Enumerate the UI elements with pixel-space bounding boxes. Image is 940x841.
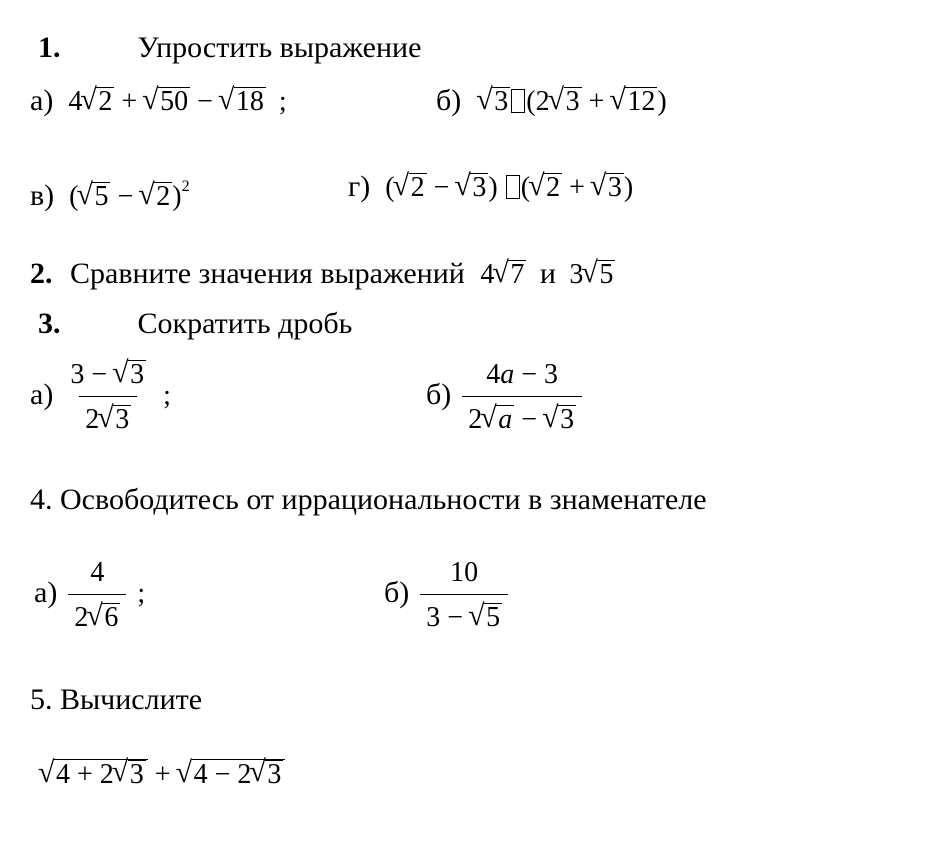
task1-v-label: в) <box>30 179 55 212</box>
task5-title: 5. Вычислите <box>30 683 203 716</box>
paren-close: ) <box>172 181 182 212</box>
sqrt: √ 3 <box>114 358 146 392</box>
task2-expr1: 4√ 7 <box>480 259 526 290</box>
task1-b-label: б) <box>436 84 462 117</box>
task1-number: 1. <box>38 31 61 64</box>
task3-a-label: а) <box>30 377 54 411</box>
task3-b-label: б) <box>426 377 452 411</box>
sqrt: √ 2 <box>530 171 562 205</box>
semicolon: ; <box>137 577 146 609</box>
task1-a-label: а) <box>30 84 54 117</box>
task2-expr2: 3√ 5 <box>569 259 615 290</box>
sqrt: √ 7 <box>494 258 526 292</box>
exponent: 2 <box>181 178 190 195</box>
sqrt: √ 50 <box>144 85 190 119</box>
minus-sign: − <box>433 172 450 203</box>
sqrt: √ 3 <box>544 403 576 437</box>
fraction: $\frac{10}{3 - √ 5}$ <box>420 556 508 635</box>
task4-b-label: б) <box>384 575 410 609</box>
fraction: $\frac{3 - √ 3}{2√ 3}$ <box>64 358 152 437</box>
paren-close: ) <box>623 172 634 203</box>
task1-a <box>30 84 287 119</box>
sqrt: √ 5 <box>583 258 615 292</box>
paren-close: ) <box>657 86 667 117</box>
task2-conj: и <box>539 257 556 290</box>
task1-g <box>348 170 633 205</box>
sqrt: √ 6 <box>88 601 120 635</box>
task1-a-coef: 4 <box>68 86 83 117</box>
fraction: $\frac{4}{2√ 6}$ <box>68 556 126 635</box>
sqrt: √ 3 <box>550 85 582 119</box>
sqrt: √ 5 <box>470 601 502 635</box>
sqrt: √ 2 <box>82 85 114 119</box>
fraction: $\frac{4a - 3}{2√ a - √ 3}$ <box>462 358 582 437</box>
task3-number: 3. <box>38 307 61 340</box>
paren-open: ( <box>69 181 79 212</box>
plus-sign: + <box>154 759 171 790</box>
sqrt: √ a <box>482 403 514 437</box>
sqrt: √ 4 − 2√ 3 <box>178 758 286 792</box>
sqrt: √ 2 <box>140 180 172 214</box>
task2-number: 2. <box>30 257 53 290</box>
sqrt: √ 3 <box>592 171 624 205</box>
sqrt: √ 5 <box>78 180 110 214</box>
sqrt: √ 3 <box>114 760 146 789</box>
task4-a <box>34 556 145 635</box>
paren-open: ( <box>520 172 531 203</box>
task2-title: Сравните значения выражений <box>70 257 465 290</box>
plus-sign: + <box>588 86 605 117</box>
semicolon: ; <box>278 86 287 117</box>
task2-heading <box>30 256 615 292</box>
sqrt: √ 18 <box>220 85 266 119</box>
sqrt: √ 3 <box>99 403 131 437</box>
task1-b <box>436 84 667 119</box>
sqrt: √ 12 <box>611 85 657 119</box>
task3-heading <box>38 306 352 342</box>
sqrt: √ 3 <box>251 760 283 789</box>
task3-b <box>426 358 586 437</box>
plus-sign: + <box>569 172 585 203</box>
task1-v <box>30 170 190 214</box>
sqrt: √ 3 <box>478 85 510 119</box>
task1-g-label: г) <box>348 170 371 203</box>
paren-open: ( <box>385 172 395 203</box>
paren-close: ) <box>488 172 498 203</box>
sqrt: √ 2 <box>395 171 427 205</box>
missing-glyph-box <box>511 89 525 113</box>
minus-sign: − <box>117 181 134 212</box>
sqrt: √ 3 <box>456 171 488 205</box>
task3-a <box>30 358 171 437</box>
semicolon: ; <box>163 379 171 411</box>
task1-title: Упростить выражение <box>137 31 422 64</box>
sqrt: √ 4 + 2√ 3 <box>40 758 148 792</box>
task4-b <box>384 556 512 635</box>
task4-a-label: а) <box>34 575 58 609</box>
task4-title: 4. Освободитесь от иррациональности в знаменателе <box>30 483 707 516</box>
task1-heading <box>38 30 421 66</box>
minus-sign: − <box>197 86 213 117</box>
plus-sign: + <box>121 86 138 117</box>
missing-glyph-box <box>506 175 520 199</box>
task5-expr <box>40 758 285 792</box>
task3-title: Сократить дробь <box>137 307 353 340</box>
paren-open: (2 <box>526 86 550 117</box>
